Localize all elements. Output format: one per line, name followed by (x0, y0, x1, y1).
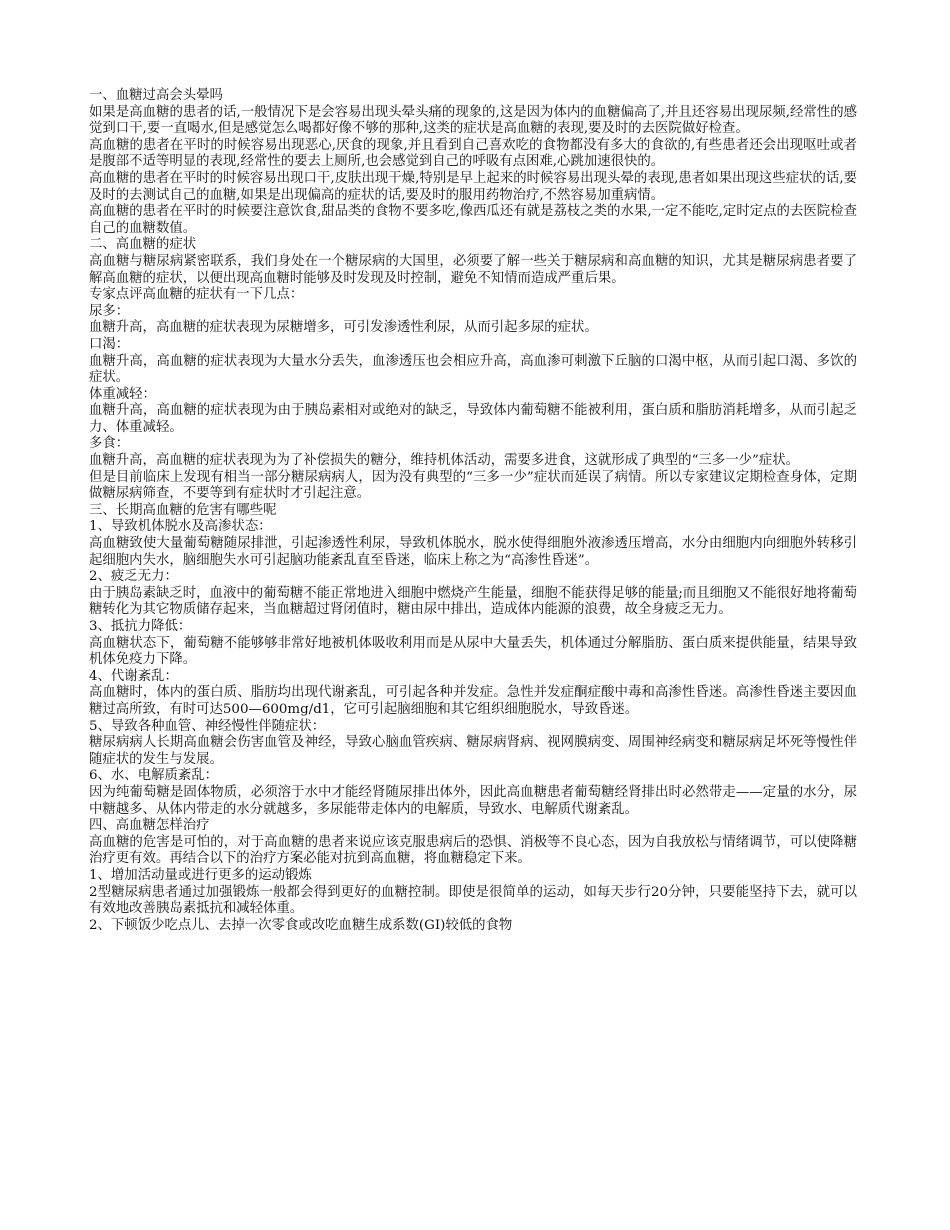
heading-section-4: 四、高血糖怎样治疗 (89, 818, 210, 834)
symptom-label: 多食： (89, 436, 130, 452)
symptom-label: 体重减轻： (89, 386, 156, 402)
paragraph: 高血糖的患者在平时的时候容易出现口干,皮肤出现干燥,特别是早上起来的时候容易出现头晕的表现,患者如果出现这些症状的话,要及时的去测试自己的血糖,如果是出现偏高的症状的话,要及时的服用药物治疗,不然容易加重病情。 (89, 170, 857, 203)
paragraph: 血糖升高，高血糖的症状表现为为了补偿损失的糖分，维持机体活动，需要多进食，这就形成了典型的“三多一少”症状。 (89, 453, 799, 469)
paragraph: 高血糖与糖尿病紧密联系，我们身处在一个糖尿病的大国里，必须要了解一些关于糖尿病和高血糖的知识，尤其是糖尿病患者要了解高血糖的症状，以便出现高血糖时能够及时发现及时控制，避免不知情而造成严重后果。 (89, 253, 857, 286)
heading-section-1: 一、血糖过高会头晕吗 (89, 88, 223, 103)
paragraph: 高血糖时，体内的蛋白质、脂肪均出现代谢紊乱，可引起各种并发症。急性并发症酮症酸中毒和高渗性昏迷。高渗性昏迷主要因血糖过高所致，有时可达500—600mg/d1，它可引起脑细胞和其它组织细胞脱水，导致昏迷。 (89, 685, 857, 717)
subheading: 3、抵抗力降低： (89, 619, 192, 634)
subheading: 1、增加活动量或进行更多的运动锻炼 (89, 867, 312, 883)
paragraph: 血糖升高，高血糖的症状表现为大量水分丢失，血渗透压也会相应升高，高血渗可刺激下丘脑的口渴中枢，从而引起口渴、多饮的症状。 (89, 353, 857, 386)
subheading: 1、导致机体脱水及高渗状态： (89, 519, 272, 535)
subheading: 6、水、电解质紊乱： (89, 768, 219, 784)
paragraph: 如果是高血糖的患者的话,一般情况下是会容易出现头晕头痛的现象的,这是因为体内的血糖偏高了,并且还容易出现尿频,经常性的感觉到口干,要一直喝水,但是感觉怎么喝都好像不够的那种,这类的症状是高血糖的表现,要及时的去医院做好检查。 (89, 104, 857, 137)
paragraph: 高血糖致使大量葡萄糖随尿排泄，引起渗透性利尿，导致机体脱水，脱水使得细胞外液渗透压增高，水分由细胞内向细胞外转移引起细胞内失水，脑细胞失水可引起脑功能紊乱直至昏迷，临床上称之为“高渗性昏迷”。 (89, 536, 857, 568)
paragraph: 高血糖的患者在平时的时候容易出现恶心,厌食的现象,并且看到自己喜欢吃的食物都没有多大的食欲的,有些患者还会出现呕吐或者是腹部不适等明显的表现,经常性的要去上厕所,也会感觉到自己的呼吸有点困难,心跳加速很快的。 (89, 137, 857, 170)
heading-section-3: 三、长期高血糖的危害有哪些呢 (89, 502, 277, 518)
paragraph: 高血糖的患者在平时的时候要注意饮食,甜品类的食物不要多吃,像西瓜还有就是荔枝之类的水果,一定不能吃,定时定点的去医院检查自己的血糖数值。 (89, 204, 857, 236)
paragraph: 由于胰岛素缺乏时，血液中的葡萄糖不能正常地进入细胞中燃烧产生能量，细胞不能获得足够的能量;而且细胞又不能很好地将葡萄糖转化为其它物质储存起来，当血糖超过肾闭值时，糖由尿中排出，造成体内能源的浪费，故全身疲乏无力。 (89, 585, 857, 618)
subheading: 2、疲乏无力： (89, 569, 178, 585)
paragraph: 因为纯葡萄糖是固体物质，必须溶于水中才能经肾随尿排出体外，因此高血糖患者葡萄糖经肾排出时必然带走——定量的水分，尿中糖越多、从体内带走的水分就越多，多尿能带走体内的电解质，导致水、电解质代谢紊乱。 (89, 784, 857, 817)
heading-section-2: 二、高血糖的症状 (89, 237, 197, 253)
paragraph: 高血糖的危害是可怕的，对于高血糖的患者来说应该克服患病后的恐惧、消极等不良心态，因为自我放松与情绪调节，可以使降糖治疗更有效。再结合以下的治疗方案必能对抗到高血糖，将血糖稳定下来。 (89, 834, 857, 867)
paragraph: 2型糖尿病患者通过加强锻炼一般都会得到更好的血糖控制。即使是很简单的运动，如每天步行20分钟，只要能坚持下去，就可以有效地改善胰岛素抵抗和减轻体重。 (89, 884, 857, 917)
symptom-label: 口渴： (89, 336, 130, 352)
subheading: 5、导致各种血管、神经慢性伴随症状： (89, 718, 326, 734)
subheading: 2、下顿饭少吃点儿、去掉一次零食或改吃血糖生成系数(GI)较低的食物 (89, 917, 513, 933)
paragraph: 血糖升高，高血糖的症状表现为由于胰岛素相对或绝对的缺乏，导致体内葡萄糖不能被利用，蛋白质和脂肪消耗增多，从而引起乏力、体重减轻。 (89, 403, 857, 435)
subheading: 4、代谢紊乱： (89, 668, 178, 684)
paragraph: 高血糖状态下，葡萄糖不能够够非常好地被机体吸收利用而是从尿中大量丢失，机体通过分解脂肪、蛋白质来提供能量，结果导致机体免疫力下降。 (89, 635, 857, 668)
paragraph: 但是目前临床上发现有相当一部分糖尿病病人，因为没有典型的“三多一少”症状而延误了病情。所以专家建议定期检查身体，定期做糖尿病筛查，不要等到有症状时才引起注意。 (89, 469, 857, 502)
paragraph: 糖尿病病人长期高血糖会伤害血管及神经，导致心脑血管疾病、糖尿病肾病、视网膜病变、周围神经病变和糖尿病足坏死等慢性伴随症状的发生与发展。 (89, 735, 857, 767)
symptom-label: 尿多： (89, 303, 130, 319)
paragraph: 血糖升高，高血糖的症状表现为尿糖增多，可引发渗透性利尿，从而引起多尿的症状。 (89, 320, 598, 336)
paragraph: 专家点评高血糖的症状有一下几点： (89, 287, 304, 303)
document-body (89, 88, 857, 934)
